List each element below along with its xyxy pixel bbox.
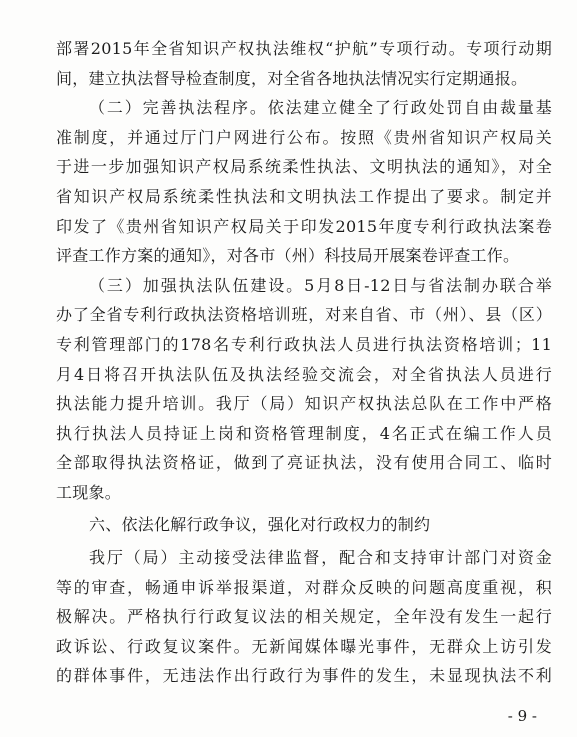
text-line: （二）完善执法程序。依法建立健全了行政处罚自由裁量基 bbox=[89, 98, 552, 118]
text-line: 全部取得执法资格证，做到了亮证执法，没有使用合同工、临时 bbox=[56, 453, 552, 473]
text-line: 评查工作方案的通知》，对各市（州）科技局开展案卷评查工作。 bbox=[56, 246, 520, 266]
text-line: 政诉讼、行政复议案件。无新闻媒体曝光事件，无群众上访引发 bbox=[56, 636, 552, 656]
text-line: 执行执法人员持证上岗和资格管理制度，4名正式在编工作人员 bbox=[56, 423, 552, 443]
text-line: 的群体事件，无违法作出行政行为事件的发生，未显现执法不利 bbox=[56, 666, 552, 686]
page-number-text: - 9 - bbox=[507, 707, 537, 725]
text-line: 执法能力提升培训。我厅（局）知识产权执法总队在工作中严格 bbox=[56, 394, 552, 414]
text-line: 等的审查，畅通申诉举报渠道，对群众反映的问题高度重视，积 bbox=[56, 577, 552, 597]
text-line: 工现象。 bbox=[56, 482, 122, 502]
text-line: 于进一步加强知识产权局系统柔性执法、文明执法的通知》，对全 bbox=[56, 157, 552, 177]
text-line: 办了全省专利行政执法资格培训班，对来自省、市（州）、县（区） bbox=[56, 305, 552, 325]
text-line: 极解决。严格执行行政复议法的相关规定，全年没有发生一起行 bbox=[56, 607, 552, 627]
text-line: 省知识产权局系统柔性执法和文明执法工作提出了要求。制定并 bbox=[56, 186, 552, 206]
text-line: （三）加强执法队伍建设。5月8日-12日与省法制办联合举 bbox=[89, 275, 552, 295]
text-line: 我厅（局）主动接受法律监督，配合和支持审计部门对资金 bbox=[89, 548, 552, 568]
text-line: 间，建立执法督导检查制度，对全省各地执法情况实行定期通报。 bbox=[56, 68, 528, 88]
document-body bbox=[56, 34, 552, 691]
page-number bbox=[0, 707, 577, 725]
text-line: 月4日将召开执法队伍及执法经验交流会，对全省执法人员进行 bbox=[56, 364, 552, 384]
text-line: 部署2015年全省知识产权执法维权“护航”专项行动。专项行动期 bbox=[56, 39, 552, 58]
section-heading: 六、依法化解行政争议，强化对行政权力的制约 bbox=[89, 514, 431, 534]
text-line: 准制度，并通过厅门户网进行公布。按照《贵州省知识产权局关 bbox=[56, 127, 552, 147]
text-line: 专利管理部门的178名专利行政执法人员进行执法资格培训；11 bbox=[56, 334, 552, 354]
text-line: 印发了《贵州省知识产权局关于印发2015年度专利行政执法案卷 bbox=[56, 216, 552, 236]
